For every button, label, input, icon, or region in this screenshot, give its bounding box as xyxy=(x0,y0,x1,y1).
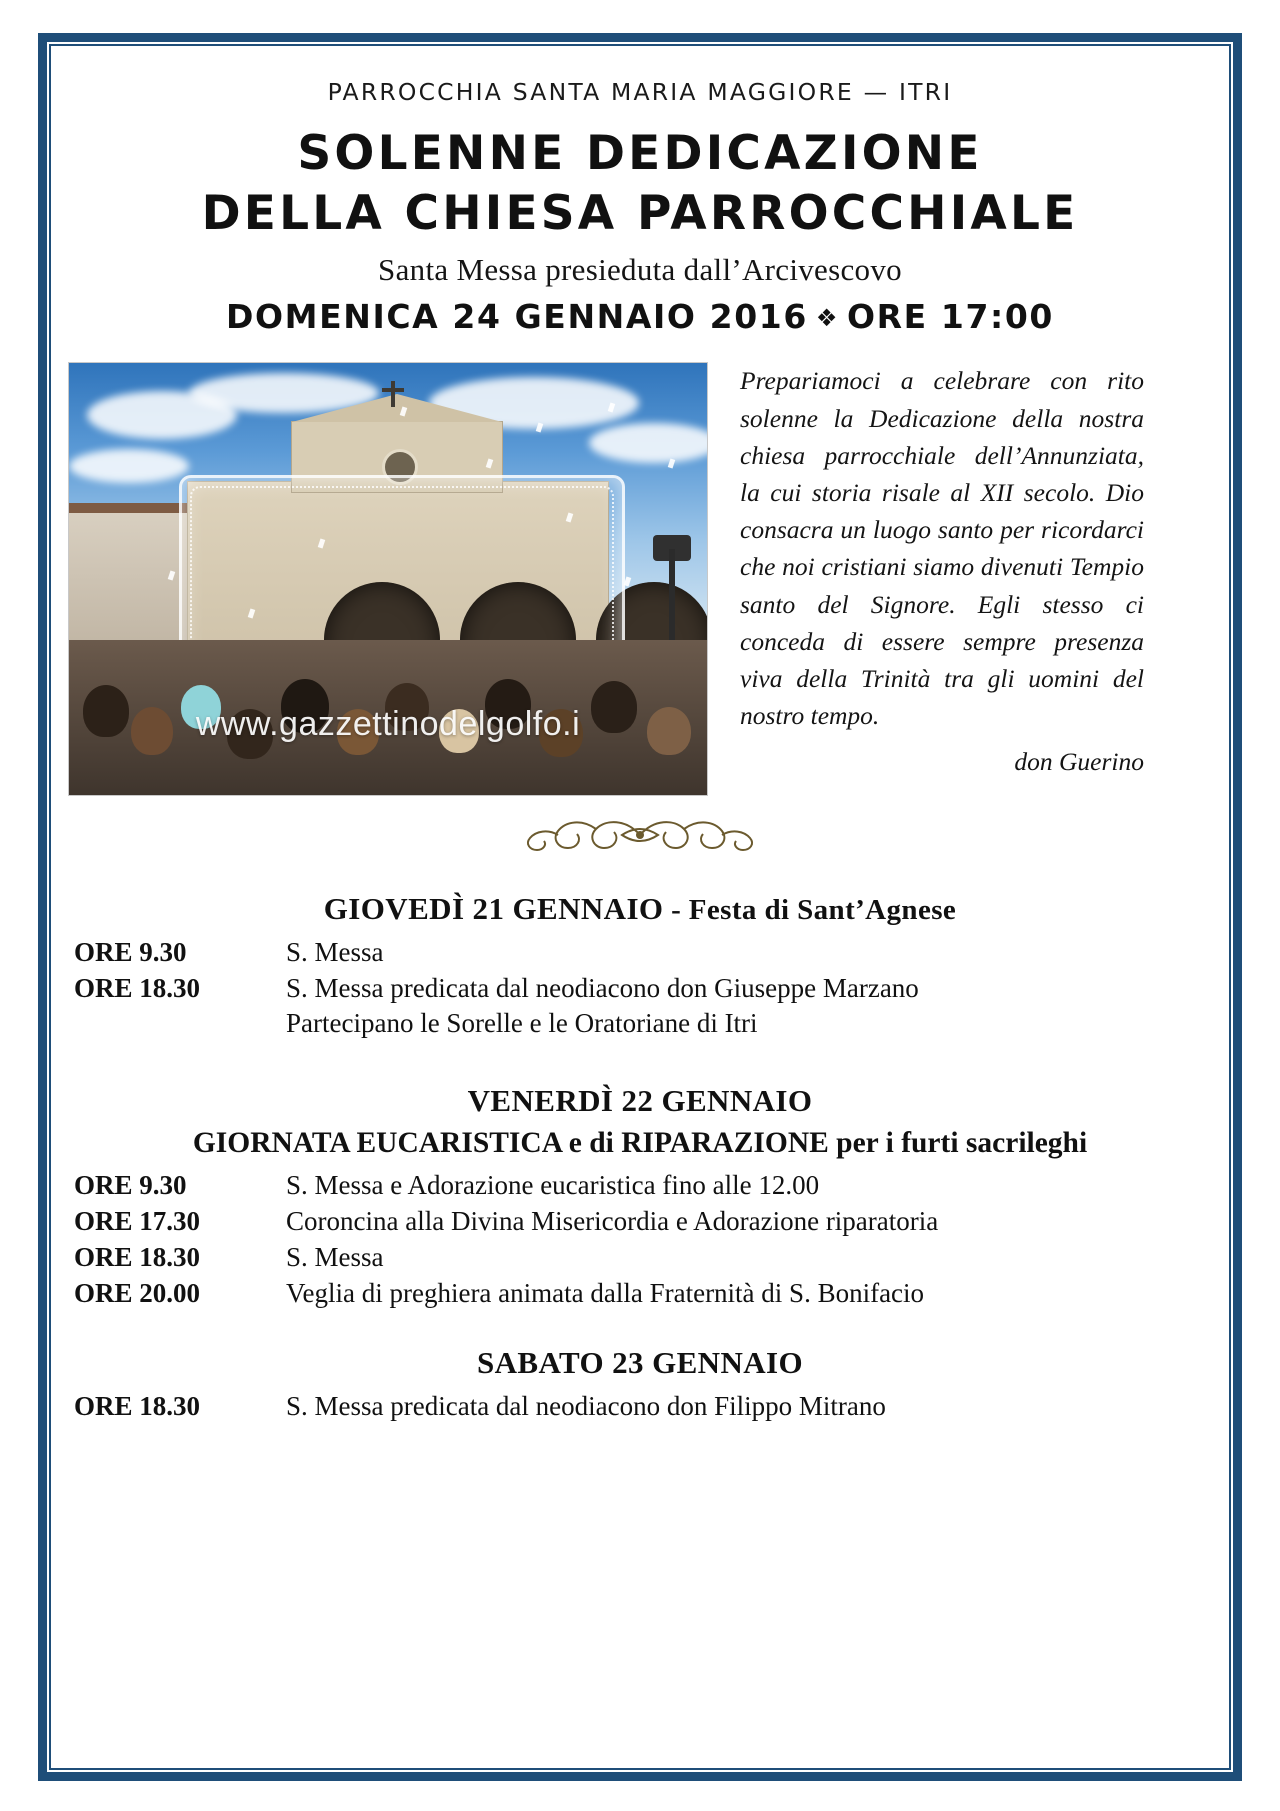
schedule-row xyxy=(68,1278,1212,1309)
cross-icon xyxy=(391,381,395,407)
schedule-description: Coroncina alla Divina Misericordia e Adorazione riparatoria xyxy=(286,1206,939,1237)
schedule-day-name: GIOVEDÌ 21 GENNAIO xyxy=(323,891,664,927)
intro-text-block xyxy=(740,362,1144,779)
schedule-row xyxy=(68,973,1212,1039)
schedule-row xyxy=(68,937,1212,968)
page-title xyxy=(68,124,1212,244)
subtitle: Santa Messa presieduta dall’Arcivescovo xyxy=(378,252,902,288)
flourish-icon xyxy=(510,812,770,858)
schedule-row xyxy=(68,1391,1212,1422)
schedule-description: S. Messa predicata dal neodiacono don Filippo Mitrano xyxy=(286,1391,886,1422)
photo-watermark: www.gazzettinodelgolfo.i xyxy=(195,705,581,744)
schedule-time: ORE 18.30 xyxy=(74,1391,201,1422)
schedule-description-continuation: Partecipano le Sorelle e le Oratoriane di Itri xyxy=(286,1008,758,1039)
schedule-row xyxy=(68,1242,1212,1273)
spacer xyxy=(68,1045,1212,1083)
parish-name: PARROCCHIA SANTA MARIA MAGGIORE — ITRI xyxy=(327,78,953,106)
schedule-description: Veglia di preghiera animata dalla Fraternità di S. Bonifacio xyxy=(286,1278,925,1309)
schedule-day-heading xyxy=(68,891,1212,927)
schedule-time: ORE 17.30 xyxy=(74,1206,201,1237)
schedule-time: ORE 9.30 xyxy=(74,1170,187,1201)
spacer xyxy=(68,1315,1212,1345)
ornament-divider xyxy=(68,812,1212,865)
schedule-day-block xyxy=(68,1345,1212,1422)
event-date-line xyxy=(68,297,1212,336)
schedule-description-main: S. Messa predicata dal neodiacono don Giuseppe Marzano xyxy=(286,973,919,1004)
diamond-icon: ❖ xyxy=(815,304,840,333)
schedule-day-block xyxy=(68,1083,1212,1309)
schedule-day-feast: - Festa di Sant’Agnese xyxy=(663,894,957,927)
poster-content xyxy=(68,62,1212,1755)
schedule-time: ORE 9.30 xyxy=(74,937,187,968)
event-date: DOMENICA 24 GENNAIO 2016 xyxy=(226,297,808,337)
schedule-description: S. Messa xyxy=(286,937,384,968)
schedule xyxy=(68,891,1212,1422)
schedule-row xyxy=(68,1206,1212,1237)
title-line-1: SOLENNE DEDICAZIONE xyxy=(297,126,983,181)
schedule-description: S. Messa e Adorazione eucaristica fino alle 12.00 xyxy=(286,1170,820,1201)
schedule-day-block xyxy=(68,891,1212,1039)
intro-paragraph: Prepariamoci a celebrare con rito solenne la Dedicazione della nostra chiesa parrocchiale dell’Annunziata, la cui storia risale al XII secolo. Dio consacra un luogo santo per ricordarci che noi cristiani siamo divenuti Tempio santo del Signore. Egli stesso ci conceda di essere sempre presenza viva della Trinità tra gli uomini del nostro tempo. xyxy=(740,366,1144,731)
church-procession-photo xyxy=(68,362,708,796)
schedule-day-subtitle: GIORNATA EUCARISTICA e di RIPARAZIONE per i furti sacrileghi xyxy=(192,1127,1088,1160)
schedule-day-heading: SABATO 23 GENNAIO xyxy=(476,1345,804,1381)
schedule-time: ORE 18.30 xyxy=(74,1242,201,1273)
intro-signature: don Guerino xyxy=(1014,746,1144,776)
event-time: ORE 17:00 xyxy=(847,297,1054,337)
schedule-time: ORE 18.30 xyxy=(74,973,201,1004)
schedule-time: ORE 20.00 xyxy=(74,1278,201,1309)
schedule-day-heading: VENERDÌ 22 GENNAIO xyxy=(467,1083,813,1119)
title-line-2: DELLA CHIESA PARROCCHIALE xyxy=(201,186,1079,242)
schedule-description xyxy=(286,973,1212,1039)
media-row xyxy=(68,362,1212,802)
schedule-row xyxy=(68,1170,1212,1201)
schedule-description: S. Messa xyxy=(286,1242,384,1273)
